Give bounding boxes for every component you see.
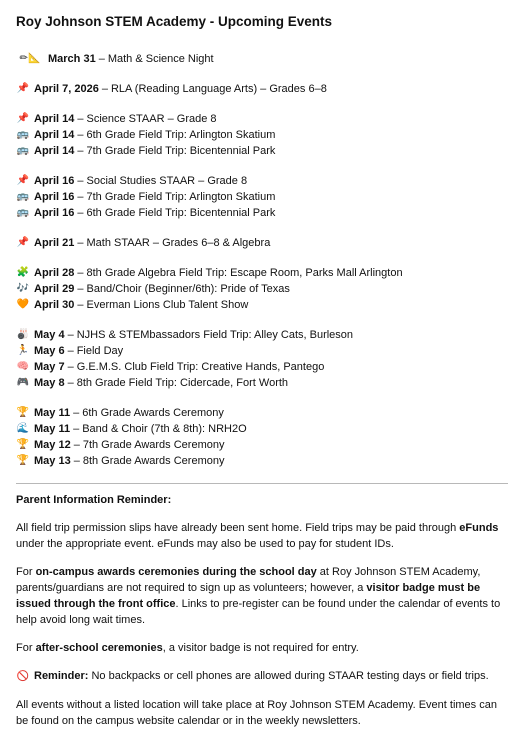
bus-icon: 🚌 [16, 145, 30, 156]
event-separator: – [67, 345, 74, 357]
trophy-icon: 🏆 [16, 439, 30, 450]
running-icon: 🏃 [16, 345, 30, 356]
event-group [16, 111, 509, 159]
event-separator: – [73, 455, 80, 467]
puzzle-icon: 🧩 [16, 267, 30, 278]
pushpin-icon: 📌 [16, 113, 30, 124]
bus-icon: 🚌 [16, 129, 30, 140]
event-date: May 7 [34, 361, 65, 373]
event-separator: – [73, 423, 80, 435]
event-item [16, 327, 509, 343]
pushpin-icon: 📌 [16, 175, 30, 186]
reminder-text: at Roy Johnson STEM Academy, parents/guardians are not required to sign up as volunteers; however, a [16, 566, 481, 594]
event-separator: – [67, 361, 74, 373]
event-date: April 30 [34, 299, 75, 311]
event-description: Band/Choir (Beginner/6th): Pride of Texas [86, 283, 290, 295]
event-item [16, 359, 509, 375]
event-description: 7th Grade Awards Ceremony [82, 439, 225, 451]
event-description: Band & Choir (7th & 8th): NRH2O [82, 423, 247, 435]
event-separator: – [101, 83, 108, 95]
event-date: May 6 [34, 345, 65, 357]
reminder-text: No backpacks or cell phones are allowed during STAAR testing days or field trips. [88, 670, 489, 682]
event-item [16, 421, 509, 437]
event-item [16, 343, 509, 359]
event-date: April 14 [34, 145, 75, 157]
reminder-paragraph-awards [16, 564, 509, 628]
pencil-ruler-icon: ✏📐 [19, 53, 41, 64]
event-description: RLA (Reading Language Arts) – Grades 6–8 [110, 83, 327, 95]
event-description: NJHS & STEMbassadors Field Trip: Alley Cats, Burleson [76, 329, 354, 341]
bowling-icon: 🎳 [16, 329, 30, 340]
reminder-text: All field trip permission slips have already been sent home. Field trips may be paid through [16, 522, 460, 534]
event-item [16, 205, 509, 221]
event-description: 8th Grade Field Trip: Cidercade, Fort Worth [76, 377, 289, 389]
reminder-text: For [16, 566, 36, 578]
after-school-emphasis: after-school ceremonies [35, 642, 163, 654]
event-date: April 14 [34, 113, 75, 125]
event-item [16, 453, 509, 469]
reminder-title: Parent Information Reminder: [16, 494, 172, 506]
event-item [16, 111, 509, 127]
event-separator: – [77, 267, 84, 279]
event-description: Social Studies STAAR – Grade 8 [86, 175, 248, 187]
event-separator: – [73, 439, 80, 451]
event-separator: – [77, 237, 84, 249]
event-date: May 11 [34, 423, 71, 435]
reminder-paragraph-staar [16, 668, 509, 685]
event-item [16, 265, 509, 281]
event-description: 8th Grade Awards Ceremony [82, 455, 225, 467]
event-date: April 28 [34, 267, 75, 279]
event-date: May 12 [34, 439, 71, 451]
no-entry-icon: 🚫 [16, 671, 30, 682]
reminder-text: For [16, 642, 36, 654]
reminder-paragraph-field-trips [16, 520, 509, 552]
event-separator: – [77, 191, 84, 203]
trophy-icon: 🏆 [16, 455, 30, 466]
event-separator: – [67, 377, 74, 389]
event-group [16, 265, 509, 313]
bus-icon: 🚌 [16, 191, 30, 202]
event-item [16, 235, 509, 251]
event-separator: – [77, 113, 84, 125]
event-description: 6th Grade Awards Ceremony [82, 407, 224, 419]
event-description: Science STAAR – Grade 8 [86, 113, 217, 125]
wave-icon: 🌊 [16, 423, 30, 434]
event-description: Math STAAR – Grades 6–8 & Algebra [86, 237, 271, 249]
event-date: April 7, 2026 [34, 83, 99, 95]
event-date: March 31 [48, 53, 96, 65]
event-group [16, 81, 509, 97]
event-separator: – [67, 329, 74, 341]
event-group [16, 327, 509, 391]
event-group [16, 235, 509, 251]
event-description: 6th Grade Field Trip: Arlington Skatium [86, 129, 276, 141]
event-date: April 21 [34, 237, 75, 249]
music-notes-icon: 🎶 [16, 283, 30, 294]
event-description: 7th Grade Field Trip: Arlington Skatium [86, 191, 276, 203]
event-date: April 14 [34, 129, 75, 141]
event-group [16, 405, 509, 469]
parent-reminder-section [16, 494, 509, 729]
trophy-icon: 🏆 [16, 407, 30, 418]
event-date: May 11 [34, 407, 71, 419]
event-description: Everman Lions Club Talent Show [86, 299, 249, 311]
bus-icon: 🚌 [16, 207, 30, 218]
event-item [16, 437, 509, 453]
reminder-label: Reminder: [34, 670, 89, 682]
event-description: 7th Grade Field Trip: Bicentennial Park [86, 145, 276, 157]
event-group [16, 51, 509, 67]
event-description: Math & Science Night [107, 53, 214, 65]
event-separator: – [77, 283, 84, 295]
event-item [16, 127, 509, 143]
event-description: 8th Grade Algebra Field Trip: Escape Room, Parks Mall Arlington [86, 267, 403, 279]
efunds-emphasis: eFunds [459, 522, 499, 534]
event-item [16, 173, 509, 189]
event-separator: – [77, 207, 84, 219]
event-item [16, 281, 509, 297]
reminder-paragraph-after-school [16, 640, 509, 656]
event-item [16, 297, 509, 313]
heart-icon: 🧡 [16, 299, 30, 310]
event-separator: – [98, 53, 105, 65]
game-controller-icon: 🎮 [16, 377, 30, 388]
events-list [16, 51, 509, 469]
reminder-paragraph-locations: All events without a listed location will take place at Roy Johnson STEM Academy. Event times can be found on the campus website calendar or in the weekly newsletters. [16, 699, 497, 727]
event-group [16, 173, 509, 221]
event-item [16, 375, 509, 391]
pushpin-icon: 📌 [16, 83, 30, 94]
event-separator: – [77, 145, 84, 157]
page-title: Roy Johnson STEM Academy - Upcoming Events [16, 14, 333, 29]
divider [16, 483, 508, 484]
brain-icon: 🧠 [16, 361, 30, 372]
event-item [16, 189, 509, 205]
reminder-text: . Links to pre-register can be found under the calendar of events to help avoid long wait times. [16, 598, 501, 626]
event-description: Field Day [76, 345, 124, 357]
event-description: 6th Grade Field Trip: Bicentennial Park [86, 207, 276, 219]
event-date: April 16 [34, 175, 75, 187]
event-date: May 8 [34, 377, 65, 389]
event-date: April 29 [34, 283, 75, 295]
event-item [16, 81, 509, 97]
event-separator: – [77, 299, 84, 311]
event-item [16, 143, 509, 159]
event-date: April 16 [34, 191, 75, 203]
reminder-text: under the appropriate event. eFunds may also be used to pay for student IDs. [16, 538, 394, 550]
event-separator: – [77, 129, 84, 141]
event-item [16, 405, 509, 421]
event-date: May 13 [34, 455, 71, 467]
event-date: May 4 [34, 329, 65, 341]
event-separator: – [77, 175, 84, 187]
event-separator: – [73, 407, 80, 419]
pushpin-icon: 📌 [16, 237, 30, 248]
event-description: G.E.M.S. Club Field Trip: Creative Hands, Pantego [76, 361, 325, 373]
on-campus-emphasis: on-campus awards ceremonies during the school day [35, 566, 317, 578]
reminder-text: , a visitor badge is not required for entry. [162, 642, 359, 654]
visitor-badge-emphasis: visitor badge must be issued through the front office [16, 582, 481, 610]
event-date: April 16 [34, 207, 75, 219]
event-item [16, 51, 509, 67]
